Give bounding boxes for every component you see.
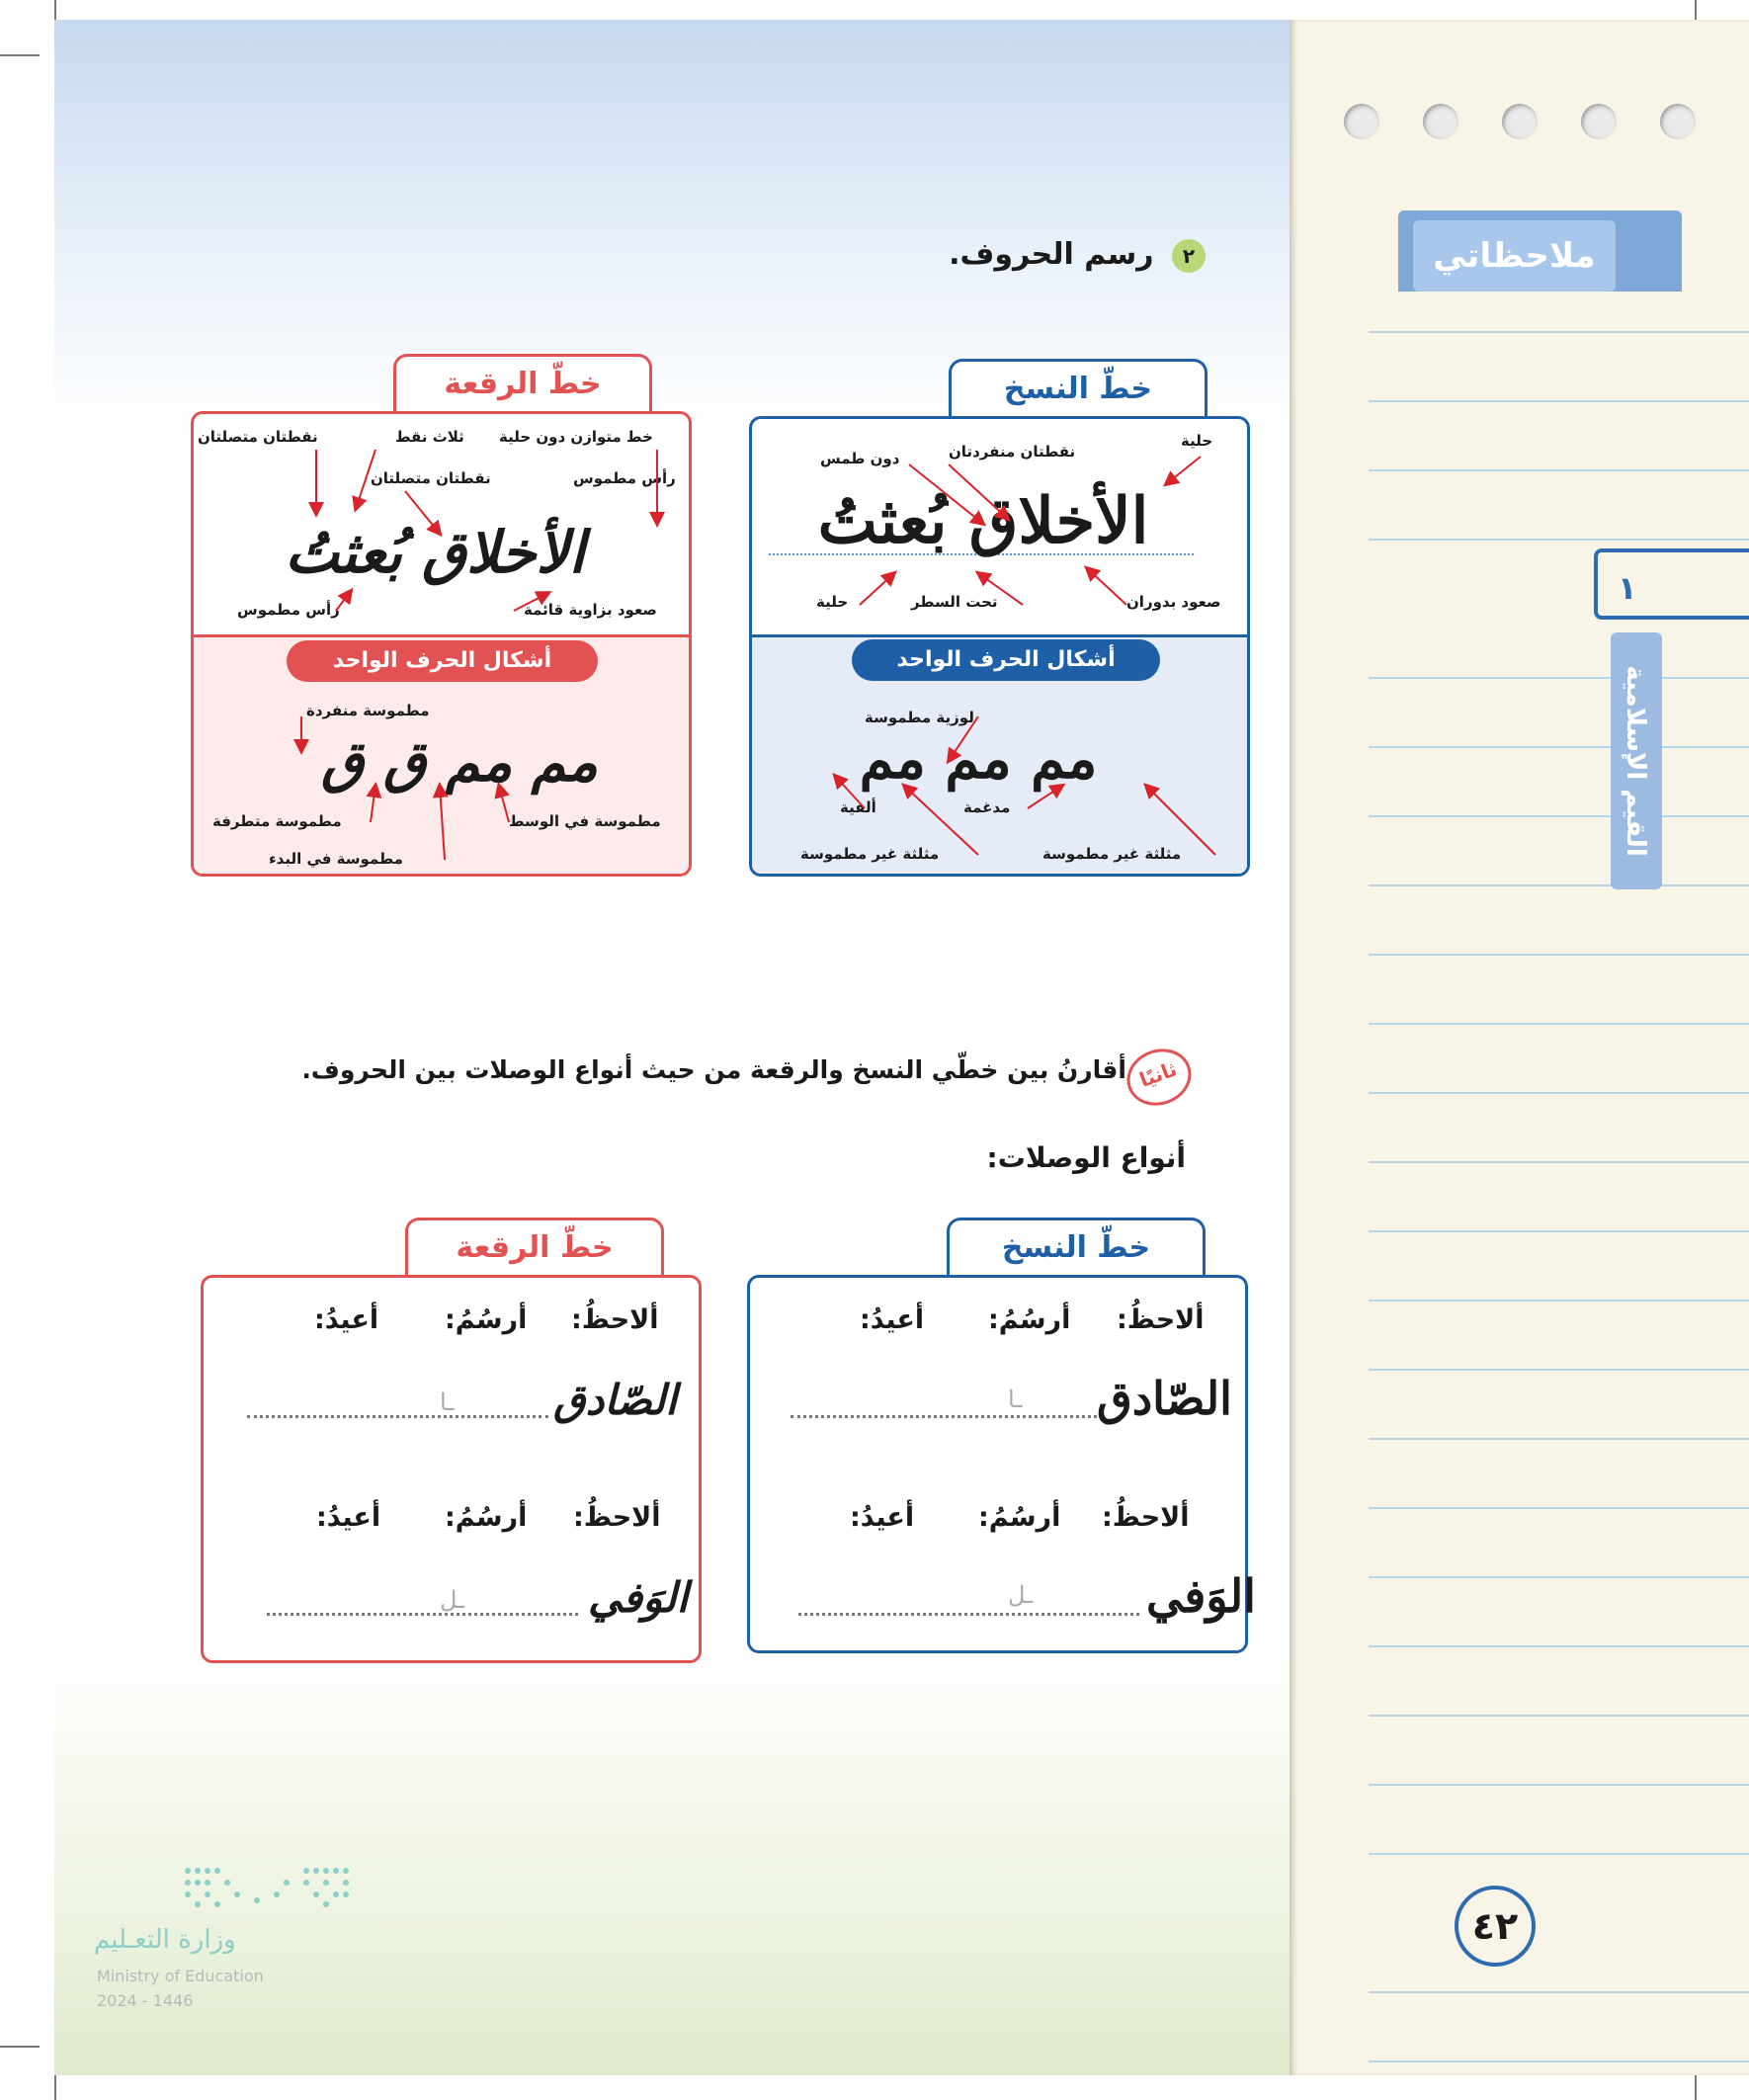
ruled-line <box>1369 884 1749 886</box>
writing-line[interactable] <box>267 1613 578 1616</box>
practice-hint: ـا <box>1008 1386 1023 1413</box>
naskh-annotation: حلية <box>1181 432 1213 450</box>
draw-label: أرسُمُ: <box>988 1304 1071 1335</box>
ruled-line <box>1369 954 1749 956</box>
section-title: رسم الحروف. <box>949 237 1154 272</box>
observe-label: ألاحظُ: <box>571 1304 659 1335</box>
writing-line[interactable] <box>798 1613 1139 1616</box>
naskh-forms-title: أشكال الحرف الواحد <box>852 639 1160 681</box>
naskh-form-annotation: مثلثة غير مطموسة <box>1042 845 1182 863</box>
ruled-line <box>1369 1784 1749 1786</box>
repeat-label: أعيدُ: <box>314 1304 379 1335</box>
practice-word: الوَفي <box>588 1573 689 1622</box>
ruqaa-sample: الأخلاق بُعثتُ <box>285 519 585 586</box>
naskh-annotation: حلية <box>816 593 849 611</box>
writing-line[interactable] <box>247 1415 548 1418</box>
ruled-line <box>1369 1300 1749 1302</box>
ruqaa-annotation: رأس مطموس <box>573 469 676 487</box>
practice-hint: ـل <box>1008 1581 1034 1609</box>
section-number-badge: ٢ <box>1172 239 1206 273</box>
ruled-line <box>1369 400 1749 402</box>
draw-label: أرسُمُ: <box>978 1502 1061 1533</box>
ruqaa-annotation: نقطتان متصلتان <box>198 428 318 446</box>
ruqaa-annotation: ثلاث نقط <box>395 428 464 446</box>
naskh-annotation: دون طمس <box>820 450 900 467</box>
edition-year: 2024 - 1446 <box>97 1991 194 2010</box>
unit-number-tab: ١ <box>1594 548 1749 620</box>
practice-naskh-tab: خطّ النسخ <box>947 1218 1206 1277</box>
ruqaa-form-annotation: مطموسة في الوسط <box>509 812 661 830</box>
ruled-line <box>1369 1991 1749 1993</box>
practice-word: الصّادق <box>553 1376 677 1424</box>
ruled-line <box>1369 1645 1749 1647</box>
practice-ruqaa-tab: خطّ الرقعة <box>405 1218 664 1277</box>
section-instruction: أقارنُ بين خطّي النسخ والرقعة من حيث أنواع الوصلات بين الحروف. <box>301 1055 1126 1084</box>
section-badge: ثانيًا <box>1119 1040 1199 1114</box>
connections-heading: أنواع الوصلات: <box>986 1141 1186 1174</box>
ruqaa-annotation: رأس مطموس <box>237 601 340 619</box>
naskh-form-annotation: ألفية <box>840 798 876 816</box>
practice-hint: ـا <box>440 1388 455 1416</box>
page-background <box>54 20 1294 2075</box>
naskh-sample: الأخلاق بُعثتُ <box>817 484 1149 558</box>
ruled-line <box>1369 1438 1749 1440</box>
naskh-tab: خطّ النسخ <box>949 359 1208 418</box>
ruqaa-tab: خطّ الرقعة <box>393 354 652 413</box>
crop-mark <box>0 2046 40 2048</box>
ruled-line <box>1369 469 1749 471</box>
naskh-annotation: نقطتان منفردتان <box>949 443 1076 461</box>
ruqaa-forms-sample: مم مم ق ق <box>321 729 598 795</box>
ruled-line <box>1369 331 1749 333</box>
ruled-line <box>1369 677 1749 679</box>
notes-title: ملاحظاتي <box>1413 220 1616 292</box>
binder-hole <box>1502 104 1538 139</box>
ruled-line <box>1369 1092 1749 1094</box>
ruqaa-form-annotation: مطموسة في البدء <box>269 850 403 868</box>
practice-word: الوَفي <box>1146 1569 1256 1623</box>
ruled-line <box>1369 2060 1749 2062</box>
observe-label: ألاحظُ: <box>1102 1502 1190 1533</box>
naskh-form-annotation: لوزية مطموسة <box>865 709 974 726</box>
ruqaa-annotation: خط متوازن دون حلية <box>499 428 653 446</box>
ruled-line <box>1369 539 1749 541</box>
ruled-line <box>1369 1853 1749 1855</box>
ruled-line <box>1369 1715 1749 1717</box>
naskh-annotation: تحت السطر <box>911 593 998 611</box>
repeat-label: أعيدُ: <box>316 1502 381 1533</box>
ruled-line <box>1369 815 1749 817</box>
ruqaa-forms-title: أشكال الحرف الواحد <box>287 640 598 682</box>
ruqaa-annotation: صعود بزاوية قائمة <box>524 601 657 619</box>
ruqaa-form-annotation: مطموسة منفردة <box>306 702 430 719</box>
ruled-line <box>1369 1230 1749 1232</box>
notes-sidebar <box>1290 20 1749 2075</box>
subject-label: القيم الإسلامية <box>1621 665 1650 857</box>
binder-hole <box>1581 104 1617 139</box>
ruled-line <box>1369 746 1749 748</box>
binder-hole <box>1423 104 1458 139</box>
ministry-name-en: Ministry of Education <box>97 1967 264 1985</box>
crop-mark <box>0 54 40 56</box>
ruqaa-annotation: نقطتان متصلتان <box>371 469 491 487</box>
naskh-forms-sample: مم مم مم <box>859 726 1098 792</box>
ruled-line <box>1369 1023 1749 1025</box>
ruled-line <box>1369 1576 1749 1578</box>
binder-hole <box>1344 104 1379 139</box>
ruled-line <box>1369 1161 1749 1163</box>
draw-label: أرسُمُ: <box>445 1304 528 1335</box>
draw-label: أرسُمُ: <box>445 1502 528 1533</box>
section-heading <box>889 237 1206 273</box>
practice-hint: ـل <box>440 1586 465 1614</box>
ruled-line <box>1369 1369 1749 1371</box>
binder-hole <box>1660 104 1696 139</box>
repeat-label: أعيدُ: <box>860 1304 925 1335</box>
naskh-annotation: صعود بدوران <box>1126 593 1221 611</box>
practice-word: الصّادق <box>1097 1372 1232 1425</box>
ruled-line <box>1369 1507 1749 1509</box>
observe-label: ألاحظُ: <box>1117 1304 1205 1335</box>
ministry-name-ar: وزارة التعـليم <box>94 1925 236 1955</box>
observe-label: ألاحظُ: <box>573 1502 661 1533</box>
writing-line[interactable] <box>791 1415 1097 1418</box>
ruqaa-form-annotation: مطموسة متطرفة <box>212 812 342 830</box>
ministry-logo-dots <box>178 1863 356 1910</box>
page-number: ٤٢ <box>1455 1886 1536 1967</box>
repeat-label: أعيدُ: <box>850 1502 915 1533</box>
naskh-form-annotation: مدغمة <box>963 798 1011 816</box>
naskh-form-annotation: مثلثة غير مطموسة <box>800 845 940 863</box>
